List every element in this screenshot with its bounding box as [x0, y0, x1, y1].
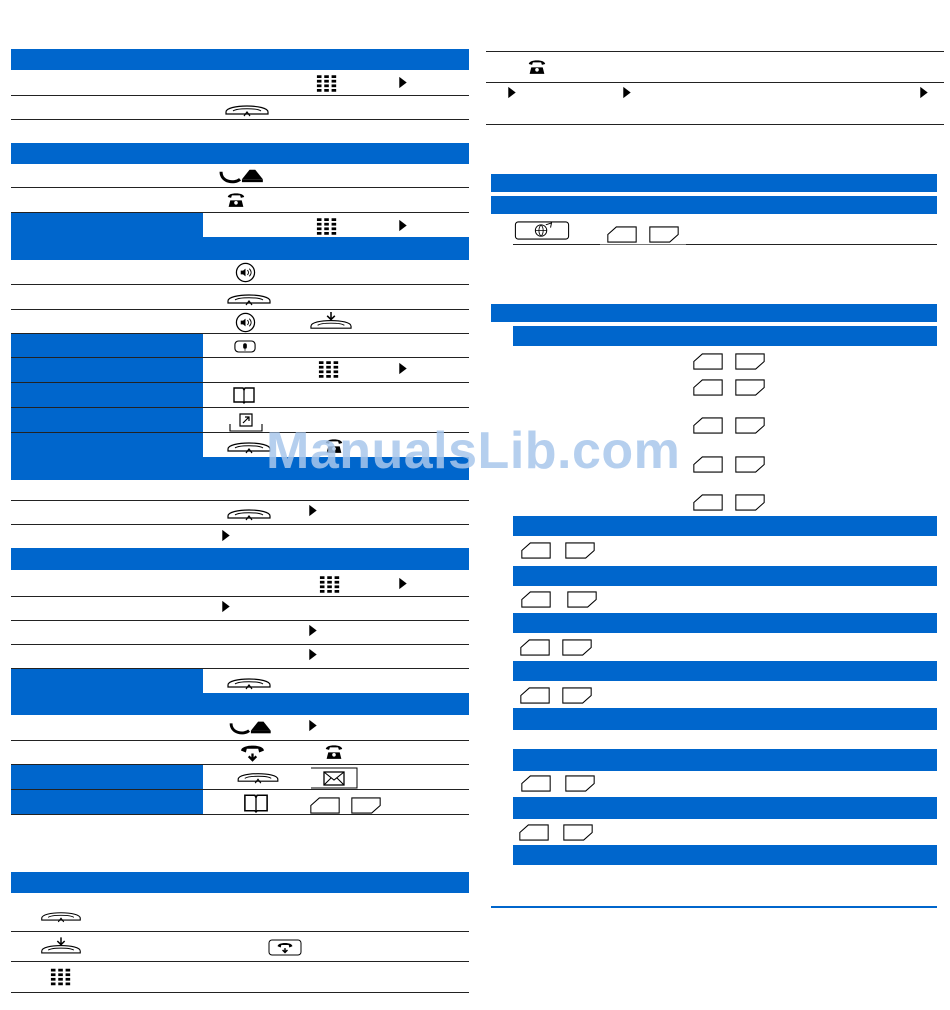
arrow-icon — [398, 76, 408, 89]
row-rule — [11, 620, 469, 621]
section-bar — [11, 872, 469, 893]
down-key-icon — [561, 687, 593, 704]
handset-icon — [225, 504, 273, 522]
keypad-icon — [318, 360, 340, 379]
row-rule — [11, 992, 469, 993]
arrow-icon — [308, 504, 318, 517]
section-bar — [11, 143, 469, 164]
down-key-icon — [734, 417, 766, 434]
down-key-icon — [734, 353, 766, 370]
row-rule — [11, 309, 469, 310]
handset-down-icon — [307, 311, 355, 332]
section-bar — [513, 797, 937, 819]
down-key-icon — [648, 226, 680, 243]
row-rule — [11, 284, 469, 285]
handset-down-icon — [39, 936, 83, 957]
arrow-icon — [919, 86, 929, 99]
up-key-icon — [309, 797, 341, 814]
key-underline — [600, 244, 686, 245]
section-bar — [11, 693, 469, 715]
phone-icon — [227, 191, 245, 208]
arrow-icon — [221, 529, 231, 542]
row-rule — [11, 524, 469, 525]
up-key-icon — [692, 379, 724, 396]
row-label-cell — [11, 669, 203, 693]
row-rule — [11, 740, 469, 741]
section-bar — [11, 548, 469, 570]
down-key-icon — [561, 639, 593, 656]
handset-icon — [225, 289, 273, 307]
section-bar — [11, 49, 469, 70]
row-rule — [486, 82, 944, 83]
row-rule — [11, 814, 469, 815]
up-key-icon — [520, 542, 552, 559]
down-key-icon — [564, 542, 596, 559]
row-label-cell — [11, 358, 203, 382]
row-label-cell — [11, 790, 203, 814]
arrow-icon — [507, 86, 517, 99]
row-rule — [11, 187, 469, 188]
section-bar — [513, 661, 937, 681]
hangup-icon — [240, 743, 265, 762]
hangup-icon — [268, 939, 302, 956]
up-key-icon — [692, 456, 724, 473]
down-key-icon — [564, 775, 596, 792]
arrow-icon — [398, 362, 408, 375]
down-key-icon — [734, 379, 766, 396]
down-key-icon — [350, 797, 382, 814]
section-bar — [11, 237, 469, 260]
up-key-icon — [518, 824, 550, 841]
row-label-cell — [11, 765, 203, 789]
book-icon — [243, 793, 269, 813]
section-bar — [513, 566, 937, 586]
arrow-icon — [308, 719, 318, 732]
watermark: ManualsLib.com — [266, 422, 681, 480]
row-rule — [11, 931, 469, 932]
transfer-icon — [228, 410, 264, 432]
row-rule — [513, 244, 937, 245]
down-key-icon — [734, 456, 766, 473]
handset-lift-icon — [229, 718, 271, 736]
speaker-icon — [235, 312, 256, 333]
handset-icon — [235, 768, 281, 785]
page-end-rule — [491, 906, 937, 908]
up-key-icon — [520, 775, 552, 792]
row-label-cell — [11, 334, 203, 357]
section-bar — [513, 708, 937, 730]
arrow-icon — [221, 600, 231, 613]
globe-key-icon — [513, 221, 571, 240]
up-key-icon — [692, 353, 724, 370]
arrow-icon — [308, 624, 318, 637]
arrow-icon — [398, 577, 408, 590]
section-bar — [513, 516, 937, 536]
mute-icon — [234, 340, 256, 353]
up-key-icon — [692, 417, 724, 434]
row-rule — [486, 124, 944, 125]
up-key-icon — [606, 226, 638, 243]
handset-icon — [223, 100, 271, 118]
row-label-cell — [11, 213, 203, 237]
arrow-icon — [398, 219, 408, 232]
section-bar — [513, 326, 937, 346]
up-key-icon — [519, 639, 551, 656]
keypad-icon — [316, 217, 338, 236]
section-bar — [491, 196, 937, 214]
down-key-icon — [566, 591, 598, 608]
arrow-icon — [622, 86, 632, 99]
section-bar — [513, 845, 937, 865]
row-rule — [11, 119, 469, 120]
down-key-icon — [734, 494, 766, 511]
handset-icon — [39, 907, 83, 924]
up-key-icon — [520, 591, 552, 608]
row-rule — [11, 95, 469, 96]
row-rule — [11, 500, 469, 501]
down-key-icon — [562, 824, 594, 841]
phone-icon — [528, 58, 546, 75]
up-key-icon — [692, 494, 724, 511]
row-rule — [11, 596, 469, 597]
phone-icon — [325, 743, 343, 760]
arrow-icon — [308, 648, 318, 661]
row-rule — [11, 961, 469, 962]
keypad-icon — [316, 74, 338, 93]
book-icon — [233, 386, 255, 404]
section-bar — [513, 613, 937, 633]
keypad-icon — [319, 575, 341, 594]
up-key-icon — [519, 687, 551, 704]
row-label-cell — [11, 383, 203, 407]
handset-icon — [225, 673, 273, 691]
row-label-cell — [11, 408, 203, 432]
row-rule — [11, 644, 469, 645]
section-bar — [491, 304, 937, 322]
speaker-icon — [235, 262, 256, 283]
handset-lift-icon — [219, 166, 263, 185]
envelope-icon — [310, 767, 358, 789]
section-bar — [491, 174, 937, 192]
row-rule — [486, 51, 944, 52]
keypad-icon — [50, 967, 72, 987]
row-label-cell — [11, 433, 203, 457]
section-bar — [513, 749, 937, 771]
